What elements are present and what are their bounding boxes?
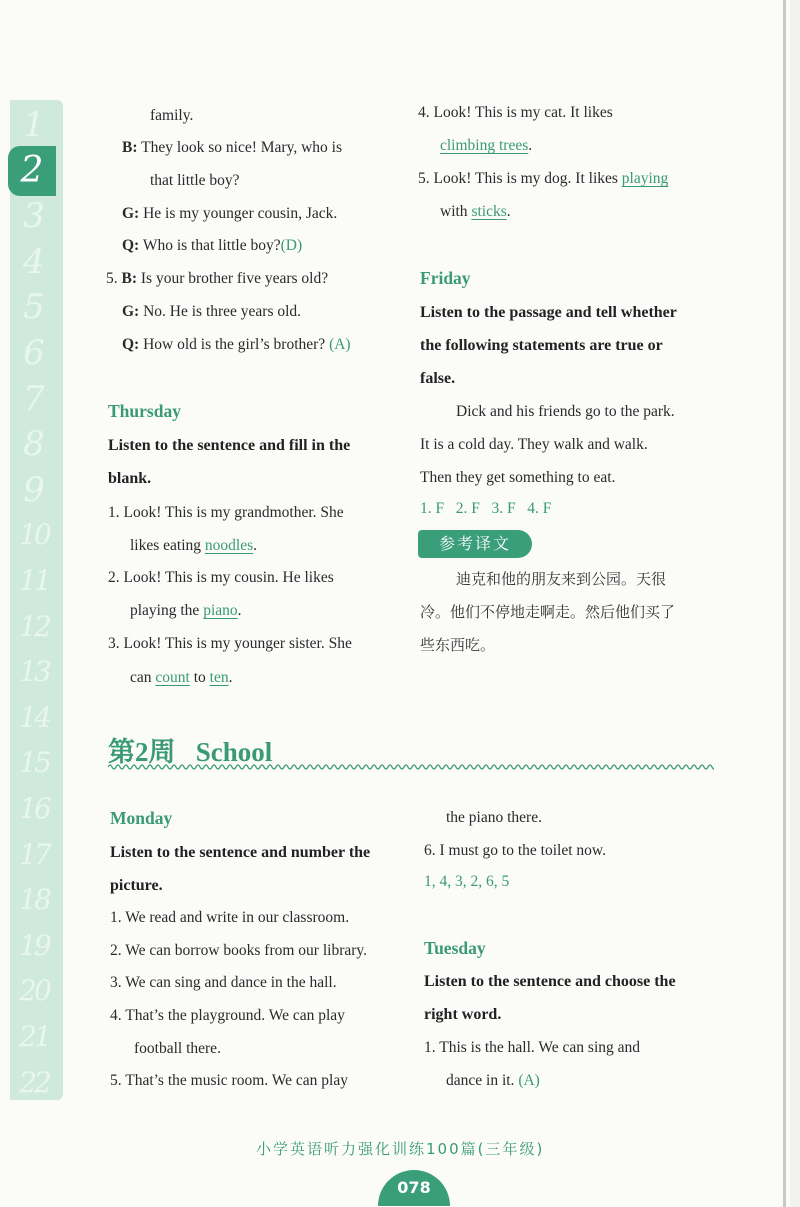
- translation-line: 冷。他们不停地走啊走。然后他们买了: [420, 603, 676, 621]
- reference-translation-badge: 参考译文: [418, 530, 532, 558]
- dialog-line: family.: [150, 107, 194, 124]
- text: to: [193, 669, 206, 686]
- answer: (A): [518, 1072, 540, 1089]
- dialog-line: [122, 204, 337, 224]
- sentence: 4. Look! This is my cat. It likes: [418, 104, 613, 121]
- sentence: [440, 136, 532, 156]
- day-heading-monday: Monday: [110, 808, 173, 828]
- week-tab[interactable]: 15: [19, 746, 49, 780]
- text: likes eating: [130, 537, 202, 554]
- sentence: [130, 668, 232, 688]
- week-tab[interactable]: 12: [19, 609, 49, 643]
- text: .: [237, 602, 242, 619]
- day-heading-friday: Friday: [420, 268, 471, 288]
- page-edge-shadow: [790, 0, 800, 1207]
- speaker: G:: [122, 205, 140, 222]
- week-tab[interactable]: 9: [23, 469, 45, 510]
- fill-answer: sticks: [471, 203, 507, 220]
- instruction: blank.: [108, 470, 152, 487]
- week-tab[interactable]: 10: [19, 518, 49, 552]
- dialog-text: Who is that little boy?: [142, 237, 281, 254]
- week-tab[interactable]: 6: [23, 333, 45, 373]
- instruction: false.: [420, 370, 456, 387]
- text: with: [440, 203, 468, 220]
- text: can: [130, 669, 152, 686]
- dialog-text: Is your brother five years old?: [140, 270, 329, 287]
- text: 5. Look! This is my dog. It likes: [418, 170, 618, 187]
- sentence: 5. That’s the music room. We can play: [110, 1072, 348, 1089]
- sentence: 1. This is the hall. We can sing and: [424, 1039, 641, 1056]
- sentence: [130, 536, 257, 556]
- instruction: picture.: [110, 877, 163, 894]
- page-number: 078: [397, 1178, 431, 1197]
- instruction: the following statements are true or: [420, 337, 663, 354]
- speaker: B:: [121, 270, 137, 287]
- answer: (A): [329, 336, 351, 353]
- dialog-line: that little boy?: [150, 172, 240, 189]
- sentence: [446, 1071, 540, 1091]
- section-title: 第2周 School: [108, 737, 273, 767]
- week-tab[interactable]: 21: [19, 1020, 49, 1053]
- instruction: Listen to the sentence and choose the: [424, 973, 676, 990]
- sentence: 6. I must go to the toilet now.: [424, 842, 606, 859]
- week-tab[interactable]: 20: [19, 974, 49, 1008]
- sentence: 2. Look! This is my cousin. He likes: [108, 569, 334, 586]
- answer: (D): [280, 237, 303, 254]
- sentence: 2. We can borrow books from our library.: [110, 942, 368, 959]
- answers: 1, 4, 3, 2, 6, 5: [424, 873, 510, 890]
- week-tab[interactable]: 3: [23, 196, 45, 237]
- text: .: [506, 203, 511, 220]
- dialog-text: How old is the girl’s brother?: [143, 336, 326, 353]
- week-tab[interactable]: 19: [19, 928, 49, 962]
- week-tab[interactable]: 17: [19, 837, 49, 871]
- speaker: G:: [122, 303, 140, 320]
- sentence: 1. Look! This is my grandmother. She: [108, 504, 344, 521]
- week-tab-active[interactable]: 2: [8, 146, 56, 196]
- dialog-line: [122, 302, 301, 322]
- book-title: 小学英语听力强化训练100篇(三年级): [256, 1140, 545, 1158]
- day-heading-tuesday: Tuesday: [424, 938, 486, 958]
- week-tab[interactable]: 11: [19, 564, 49, 597]
- dialog-line: [106, 269, 328, 289]
- passage-line: It is a cold day. They walk and walk.: [420, 436, 648, 453]
- week-tab[interactable]: 5: [23, 287, 45, 328]
- sentence: 4. That’s the playground. We can play: [110, 1007, 345, 1024]
- sentence: 1. We read and write in our classroom.: [110, 909, 350, 926]
- passage-line: Then they get something to eat.: [420, 469, 616, 486]
- item-number: 5.: [106, 270, 118, 287]
- week-tab[interactable]: 14: [19, 700, 49, 734]
- sentence: [418, 169, 668, 189]
- fill-answer: piano: [203, 602, 238, 619]
- sentence: [440, 202, 511, 222]
- passage-line: Dick and his friends go to the park.: [456, 403, 675, 420]
- week-tab[interactable]: 1: [23, 105, 45, 145]
- speaker: Q:: [122, 336, 140, 353]
- dialog-text: They look so nice! Mary, who is: [141, 139, 342, 156]
- week-tab[interactable]: 18: [19, 883, 49, 917]
- fill-answer: playing: [621, 170, 669, 187]
- sentence: 3. Look! This is my younger sister. She: [108, 635, 352, 652]
- text: playing the: [130, 602, 200, 619]
- sentence: 3. We can sing and dance in the hall.: [110, 974, 337, 991]
- wavy-divider: [108, 762, 714, 772]
- instruction: right word.: [424, 1006, 502, 1023]
- week-tab[interactable]: 7: [23, 378, 45, 419]
- sentence: [130, 601, 242, 621]
- text: dance in it.: [446, 1072, 515, 1089]
- week-tab[interactable]: 8: [23, 424, 45, 465]
- fill-answer: count: [155, 669, 190, 686]
- answers: 1. F 2. F 3. F 4. F: [420, 500, 552, 517]
- text: .: [228, 669, 233, 686]
- dialog-line: [122, 335, 351, 355]
- instruction: Listen to the sentence and number the: [110, 844, 371, 861]
- week-tab[interactable]: 16: [19, 792, 49, 825]
- dialog-line: [122, 236, 302, 256]
- page-edge: [783, 0, 786, 1207]
- fill-answer: noodles: [204, 537, 254, 554]
- dialog-text: He is my younger cousin, Jack.: [143, 205, 338, 222]
- sentence: football there.: [134, 1040, 221, 1057]
- week-tab[interactable]: 13: [19, 655, 49, 689]
- translation-line: 迪克和他的朋友来到公园。天很: [456, 570, 667, 588]
- instruction: Listen to the sentence and fill in the: [108, 437, 351, 454]
- week-tab[interactable]: 22: [19, 1065, 49, 1099]
- dialog-line: [122, 138, 342, 158]
- week-tab[interactable]: 4: [23, 241, 45, 282]
- sentence: the piano there.: [446, 809, 542, 826]
- speaker: Q:: [122, 237, 140, 254]
- dialog-text: No. He is three years old.: [143, 303, 302, 320]
- fill-answer: ten: [209, 669, 229, 686]
- speaker: B:: [122, 139, 138, 156]
- text: .: [528, 137, 533, 154]
- day-heading-thursday: Thursday: [108, 401, 181, 421]
- fill-answer: climbing trees: [440, 137, 529, 154]
- text: .: [253, 537, 257, 554]
- translation-line: 些东西吃。: [420, 636, 496, 654]
- instruction: Listen to the passage and tell whether: [420, 304, 677, 321]
